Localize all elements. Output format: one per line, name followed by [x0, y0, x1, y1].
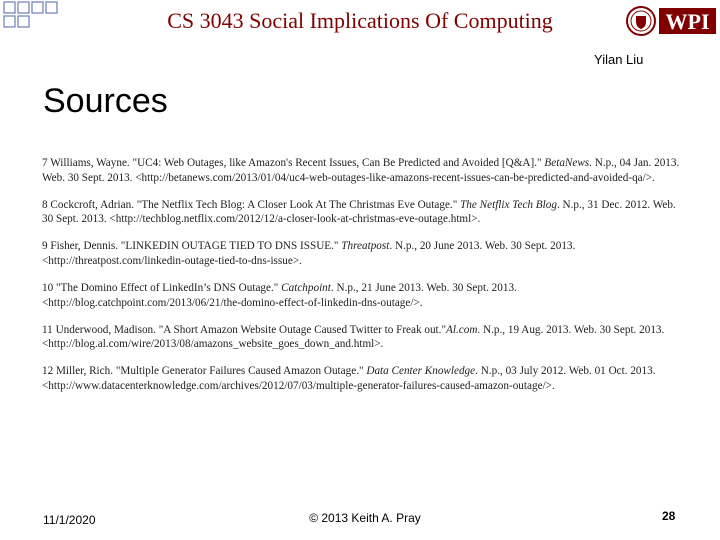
reference-details: . N.p., 03 July 2012. Web. 01 Oct. 2013. <http://www.datacenterknowledge.com/archives/2012/07/03/multiple-generator-failures-caused-amazon-outage/>. — [42, 365, 656, 393]
wpi-logo-text: WPI — [665, 9, 710, 34]
wpi-logo — [626, 4, 718, 38]
reference-item — [42, 156, 682, 185]
reference-details: . N.p., 31 Dec. 2012. Web. 30 Sept. 2013. <http://techblog.netflix.com/2012/12/a-closer-look-at-christmas-eve-outage.html>. — [42, 198, 676, 226]
reference-item — [42, 239, 682, 268]
author-name: Yilan Liu — [594, 52, 644, 67]
reference-text: 12 Miller, Rich. "Multiple Generator Failures Caused Amazon Outage." — [42, 365, 367, 378]
reference-source: Catchpoint — [281, 282, 331, 295]
wpi-seal-icon — [627, 7, 655, 35]
reference-details: . N.p., 20 June 2013. Web. 30 Sept. 2013. <http://threatpost.com/linkedin-outage-tied-to-dns-issue>. — [42, 240, 576, 267]
reference-source: Threatpost — [341, 240, 390, 253]
reference-text: 10 "The Domino Effect of LinkedIn’s DNS Outage." — [42, 282, 282, 295]
reference-text: 11 Underwood, Madison. "A Short Amazon Website Outage Caused Twitter to Freak out." — [42, 323, 447, 336]
reference-item — [42, 198, 682, 227]
reference-source: BetaNews — [544, 157, 590, 169]
reference-item — [42, 281, 682, 310]
reference-details: . N.p., 19 Aug. 2013. Web. 30 Sept. 2013. <http://blog.al.com/wire/2013/08/amazons_website_goes_down_and.html>. — [42, 323, 665, 351]
footer-date: 11/1/2020 — [43, 513, 96, 527]
reference-text: 7 Williams, Wayne. "UC4: Web Outages, like Amazon's Recent Issues, Can Be Predicted and Avoided [Q&A]." — [42, 157, 545, 169]
reference-details: . N.p., 04 Jan. 2013. Web. 30 Sept. 2013. <http://betanews.com/2013/01/04/uc4-web-outages-like-amazons-recent-issues-can-be-predicted-and-avoided-qa/>. — [42, 157, 680, 184]
reference-text: 9 Fisher, Dennis. "LINKEDIN OUTAGE TIED TO DNS ISSUE." — [42, 240, 342, 253]
page-number: 28 — [662, 509, 676, 523]
reference-item — [42, 364, 682, 393]
corner-squares-decoration — [0, 0, 60, 36]
reference-text: 8 Cockcroft, Adrian. "The Netflix Tech Blog: A Closer Look At The Christmas Eve Outage." — [42, 198, 461, 211]
reference-item — [42, 323, 682, 352]
reference-details: . N.p., 21 June 2013. Web. 30 Sept. 2013. <http://blog.catchpoint.com/2013/06/21/the-domino-effect-of-linkedin-dns-outage/>. — [42, 282, 517, 309]
course-title: CS 3043 Social Implications Of Computing — [167, 8, 553, 33]
slide-title: Sources — [43, 82, 168, 120]
footer-copyright: © 2013 Keith A. Pray — [309, 511, 421, 525]
references-list — [42, 156, 682, 406]
reference-source: Al.com — [446, 323, 478, 336]
reference-source: The Netflix Tech Blog — [460, 198, 557, 211]
reference-source: Data Center Knowledge — [366, 365, 476, 378]
